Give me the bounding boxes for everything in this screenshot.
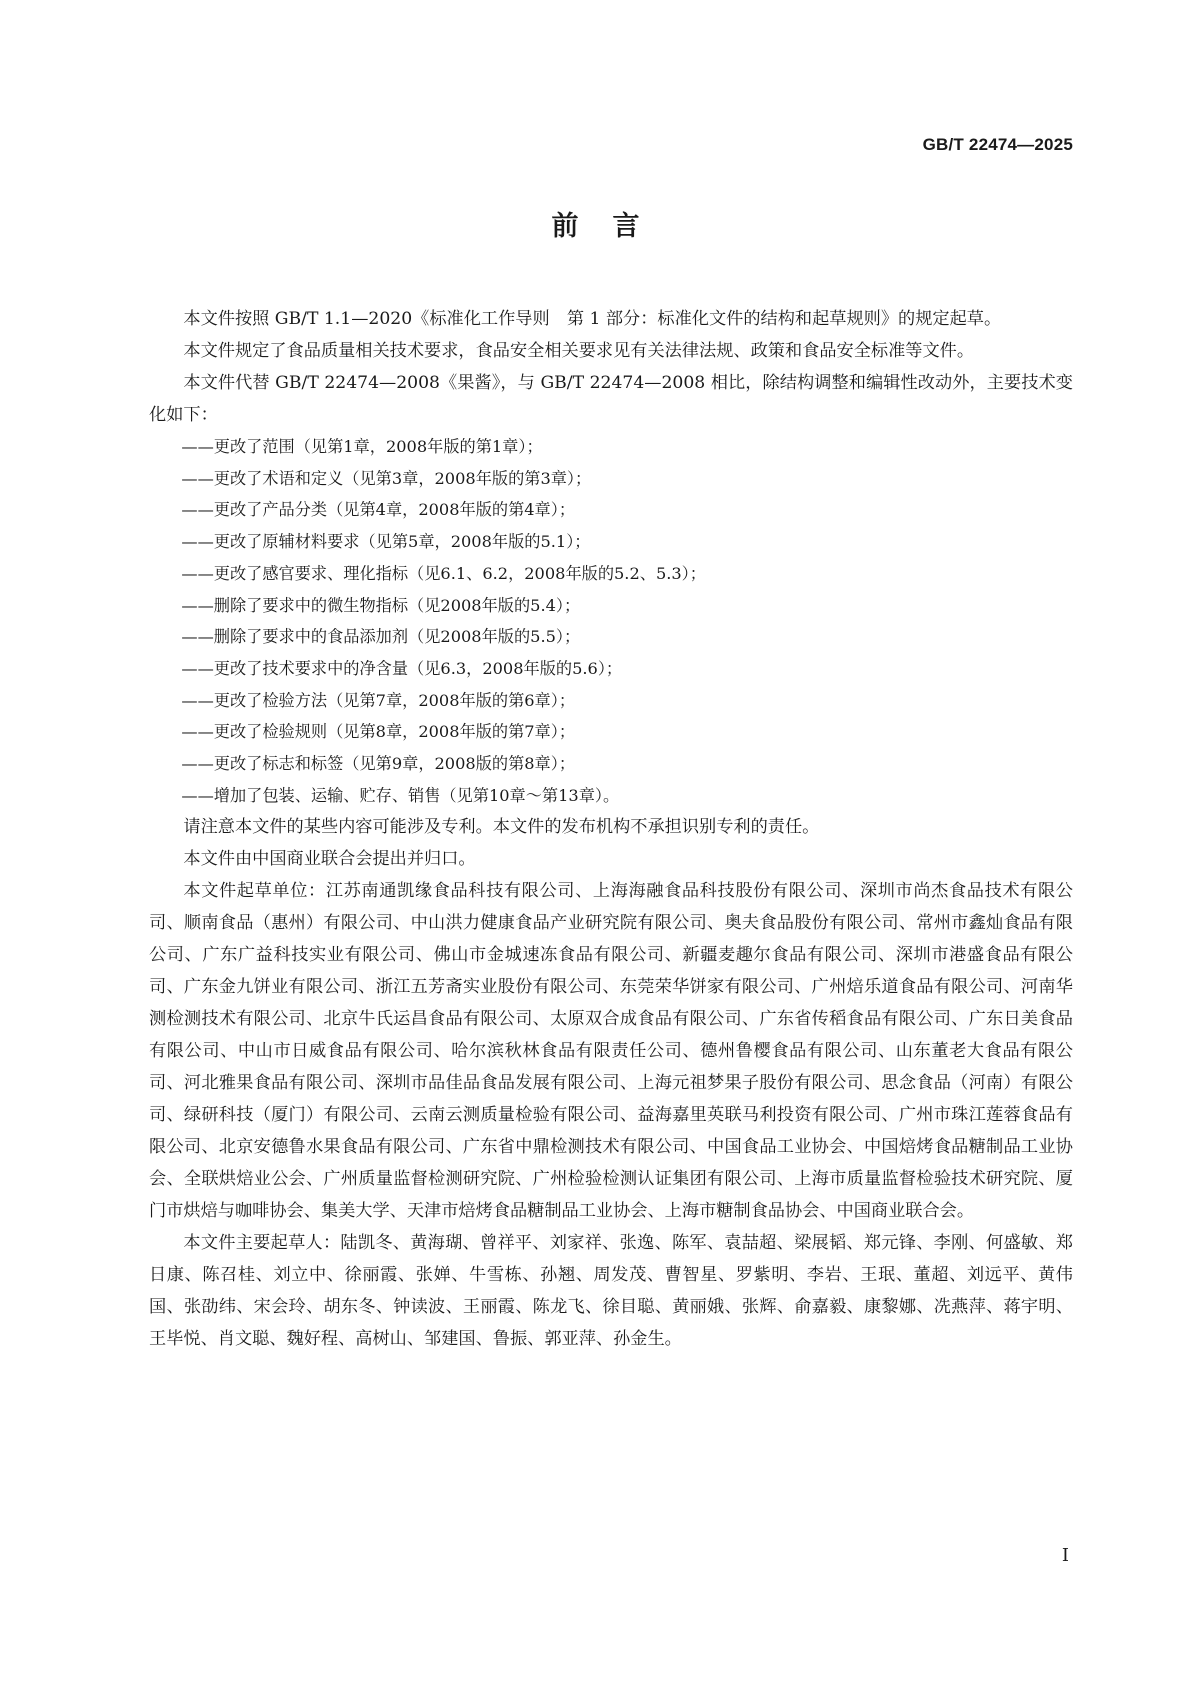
list-item: ——删除了要求中的食品添加剂（见2008年版的5.5）； — [181, 627, 581, 647]
paragraph-drafting-rules: 本文件按照 GB/T 1.1—2020《标准化工作导则 第 1 部分：标准化文件的结构和起草规则》的规定起草。 — [183, 309, 1002, 329]
list-item: ——更改了术语和定义（见第3章，2008年版的第3章）； — [181, 468, 592, 488]
page-title: 前言 — [551, 211, 674, 242]
standard-code: GB/T 22474—2025 — [922, 135, 1073, 154]
list-item: ——更改了技术要求中的净含量（见6.3，2008年版的5.6）； — [181, 658, 623, 678]
list-item: ——更改了检验方法（见第7章，2008年版的第6章）； — [181, 690, 576, 710]
paragraph-drafting-units: 本文件起草单位：江苏南通凯缘食品科技有限公司、上海海融食品科技股份有限公司、深圳市尚杰食品技术有限公司、顺南食品（惠州）有限公司、中山洪力健康食品产业研究院有限公司、奥夫食品股份有限公司、常州市鑫灿食品有限公司、广东广益科技实业有限公司、佛山市金城速冻食品有限公司、新疆麦趣尔食品有限公司、深圳市港盛食品有限公司、广东金九饼业有限公司、浙江五芳斋实业股份有限公司、东莞荣华饼家有限公司、广州焙乐道食品有限公司、河南华测检测技术有限公司、北京牛氏运昌食品有限公司、太原双合成食品有限公司、广东省传稻食品有限公司、广东日美食品有限公司、中山市日威食品有限公司、哈尔滨秋林食品有限责任公司、德州鲁樱食品有限公司、山东董老大食品有限公司、河北雅果食品有限公司、深圳市品佳品食品发展有限公司、上海元祖梦果子股份有限公司、思念食品（河南）有限公司、绿研科技（厦门）有限公司、云南云测质量检验有限公司、益海嘉里英联马利投资有限公司、广州市珠江莲蓉食品有限公司、北京安德鲁水果食品有限公司、广东省中鼎检测技术有限公司、中国食品工业协会、中国焙烤食品糖制品工业协会、全联烘焙业公会、广州质量监督检测研究院、广州检验检测认证集团有限公司、上海市质量监督检验技术研究院、厦门市烘焙与咖啡协会、集美大学、天津市焙烤食品糖制品工业协会、上海市糖制食品协会、中国商业联合会。 — [149, 881, 1073, 1222]
paragraph-drafters: 本文件主要起草人：陆凯冬、黄海瑚、曾祥平、刘家祥、张逸、陈军、袁喆超、梁展韬、郑元锋、李刚、何盛敏、郑日康、陈召桂、刘立中、徐丽霞、张婵、牛雪栋、孙翘、周发茂、曹智星、罗紫明、李岩、王珉、董超、刘远平、黄伟国、张劭纬、宋会玲、胡东冬、钟读波、王丽霞、陈龙飞、徐目聪、黄丽娥、张辉、俞嘉毅、康黎娜、冼燕萍、蒋宇明、王毕悦、肖文聪、魏好程、高树山、邹建国、鲁振、郭亚萍、孙金生。 — [149, 1233, 1073, 1350]
paragraph-scope-note: 本文件规定了食品质量相关技术要求，食品安全相关要求见有关法律法规、政策和食品安全标准等文件。 — [183, 341, 975, 361]
document-body — [149, 303, 1073, 1355]
paragraph-patent-notice: 请注意本文件的某些内容可能涉及专利。本文件的发布机构不承担识别专利的责任。 — [183, 817, 820, 838]
list-item: ——更改了标志和标签（见第9章，2008版的第8章）； — [181, 754, 576, 774]
paragraph-replacement: 本文件代替 GB/T 22474—2008《果酱》，与 GB/T 22474—2008 相比，除结构调整和编辑性改动外，主要技术变化如下： — [149, 373, 1073, 425]
list-item: ——删除了要求中的微生物指标（见2008年版的5.4）； — [181, 595, 581, 615]
changes-list — [149, 431, 1073, 811]
list-item: ——更改了产品分类（见第4章，2008年版的第4章）； — [181, 500, 576, 520]
list-item: ——更改了检验规则（见第8章，2008年版的第7章）； — [181, 722, 576, 742]
page-number: I — [1061, 1545, 1069, 1566]
list-item: ——更改了原辅材料要求（见第5章，2008年版的5.1）； — [181, 532, 591, 552]
paragraph-proposer: 本文件由中国商业联合会提出并归口。 — [183, 849, 476, 870]
list-item: ——更改了范围（见第1章，2008年版的第1章）； — [181, 437, 543, 456]
list-item: ——更改了感官要求、理化指标（见6.1、6.2，2008年版的5.2、5.3）； — [181, 563, 706, 583]
list-item: ——增加了包装、运输、贮存、销售（见第10章～第13章）。 — [181, 785, 620, 805]
